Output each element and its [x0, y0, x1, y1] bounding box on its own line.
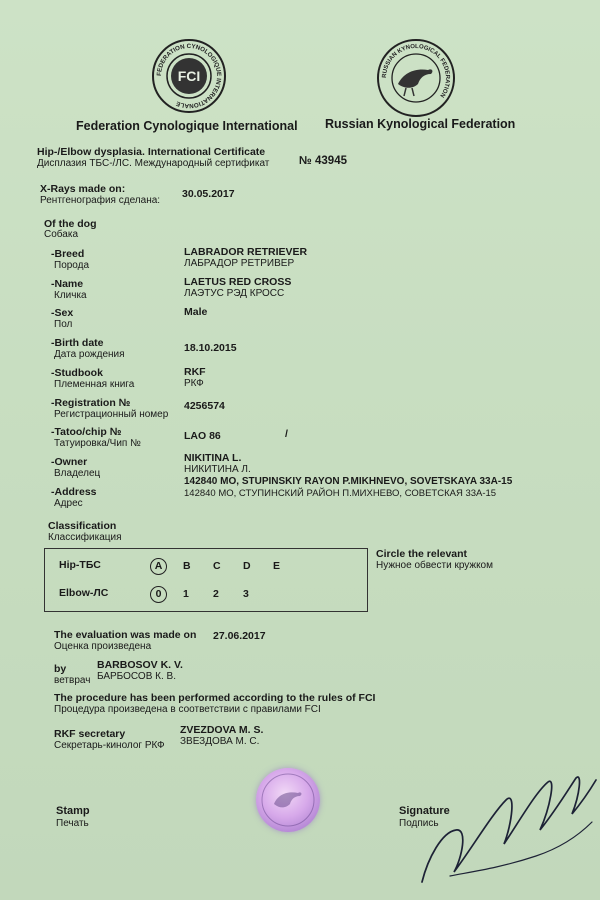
evaluation-label-ru: Оценка произведена	[54, 641, 152, 652]
certificate-title-en: Hip-/Elbow dysplasia. International Certificate	[37, 146, 266, 158]
elbow-row	[45, 581, 367, 609]
secretary-name-en: ZVEZDOVA M. S.	[180, 724, 264, 736]
elbow-label: Elbow-ЛС	[59, 587, 109, 599]
studbook-value-ru: РКФ	[184, 378, 204, 389]
procedure-text-ru: Процедура произведена в соответствии с правилами FCI	[54, 704, 321, 715]
birth-value: 18.10.2015	[184, 342, 237, 354]
name-value-en: LAETUS RED CROSS	[184, 276, 292, 288]
handwritten-signature	[410, 760, 600, 895]
birth-label-en: -Birth date	[51, 337, 104, 349]
hip-row	[45, 553, 367, 581]
birth-label-ru: Дата рождения	[54, 349, 125, 360]
fci-logo-ring-text: FEDERATION CYNOLOGIQUE INTERNATIONALE	[155, 42, 223, 110]
breed-label-en: -Breed	[51, 248, 85, 260]
sex-value: Male	[184, 306, 208, 318]
name-label-en: -Name	[51, 278, 84, 290]
certificate-title-ru: Дисплазия ТБС-/ЛС. Международный сертификат	[37, 158, 270, 169]
elbow-grade-2: 2	[213, 588, 219, 600]
circle-note-ru: Нужное обвести кружком	[376, 560, 493, 571]
sex-label-ru: Пол	[54, 319, 73, 330]
owner-label-ru: Владелец	[54, 468, 101, 479]
secretary-label-ru: Секретарь-кинолог РКФ	[54, 740, 165, 751]
stamp-label-en: Stamp	[56, 805, 90, 817]
owner-value-en: NIKITINA L.	[184, 452, 242, 464]
breed-value-ru: ЛАБРАДОР РЕТРИВЕР	[184, 258, 295, 269]
xray-label-en: X-Rays made on:	[40, 183, 126, 195]
hip-grade-d: D	[243, 560, 251, 572]
hip-grade-e: E	[273, 560, 281, 572]
classification-label-ru: Классификация	[48, 532, 122, 543]
secretary-name-ru: ЗВЕЗДОВА М. С.	[180, 736, 260, 747]
dog-section-en: Of the dog	[44, 218, 97, 230]
stamp-label-ru: Печать	[56, 818, 89, 829]
studbook-value-en: RKF	[184, 366, 206, 378]
registration-label-en: -Registration №	[51, 397, 131, 409]
elbow-grade-1: 1	[183, 588, 189, 600]
circle-note-en: Circle the relevant	[376, 548, 468, 560]
signature-label-ru: Подпись	[399, 818, 439, 829]
by-label-en: by	[54, 663, 67, 675]
procedure-text-en: The procedure has been performed according to the rules of FCI	[54, 692, 376, 704]
evaluation-date: 27.06.2017	[213, 630, 266, 642]
hip-grade-c: C	[213, 560, 221, 572]
fci-logo-text: FCI	[177, 68, 201, 84]
address-label-ru: Адрес	[54, 498, 83, 509]
certificate-number: № 43945	[299, 155, 347, 167]
rkf-logo	[376, 38, 456, 118]
fci-logo	[151, 38, 227, 114]
vet-name-ru: БАРБОСОВ К. В.	[97, 671, 176, 682]
tatoo-label-en: -Tatoo/chip №	[51, 426, 122, 438]
secretary-label-en: RKF secretary	[54, 728, 126, 740]
name-value-ru: ЛАЭТУС РЭД КРОСС	[184, 288, 285, 299]
evaluation-label-en: The evaluation was made on	[54, 629, 197, 641]
tatoo-value: LAO 86	[184, 430, 221, 442]
holographic-seal	[256, 768, 320, 832]
hip-label: Hip-ТБС	[59, 559, 101, 571]
owner-value-ru: НИКИТИНА Л.	[184, 464, 251, 475]
breed-value-en: LABRADOR RETRIEVER	[184, 246, 308, 258]
studbook-label-en: -Studbook	[51, 367, 103, 379]
owner-label-en: -Owner	[51, 456, 88, 468]
registration-label-ru: Регистрационный номер	[54, 409, 169, 420]
classification-label-en: Classification	[48, 520, 117, 532]
rkf-logo-ring-text: RUSSIAN KYNOLOGICAL FEDERATION	[381, 43, 451, 99]
signature-label-en: Signature	[399, 805, 450, 817]
hip-grade-b: B	[183, 560, 191, 572]
seal-dog-emblem	[256, 768, 320, 832]
studbook-label-ru: Племенная книга	[54, 379, 135, 390]
address-value-ru: 142840 МО, СТУПИНСКИЙ РАЙОН П.МИХНЕВО, СОВЕТСКАЯ 33А-15	[184, 488, 497, 499]
classification-table	[44, 548, 368, 612]
by-label-ru: ветврач	[54, 675, 91, 686]
xray-label-ru: Рентгенография сделана:	[40, 195, 161, 206]
xray-date: 30.05.2017	[182, 188, 235, 200]
tatoo-label-ru: Татуировка/Чип №	[54, 438, 141, 449]
name-label-ru: Кличка	[54, 290, 87, 301]
hip-grade-a: A	[150, 558, 167, 575]
dog-section-ru: Собака	[44, 229, 78, 240]
fci-name: Federation Cynologique International	[76, 119, 298, 133]
breed-label-ru: Порода	[54, 260, 90, 271]
address-label-en: -Address	[51, 486, 97, 498]
vet-name-en: BARBOSOV K. V.	[97, 659, 183, 671]
address-value-en: 142840 MO, STUPINSKIY RAYON P.MIKHNEVO, SOVETSKAYA 33A-15	[184, 476, 513, 487]
elbow-grade-3: 3	[243, 588, 249, 600]
sex-label-en: -Sex	[51, 307, 74, 319]
registration-value: 4256574	[184, 400, 225, 412]
rkf-name: Russian Kynological Federation	[325, 117, 516, 131]
chip-separator: /	[285, 428, 288, 440]
elbow-grade-0: 0	[150, 586, 167, 603]
